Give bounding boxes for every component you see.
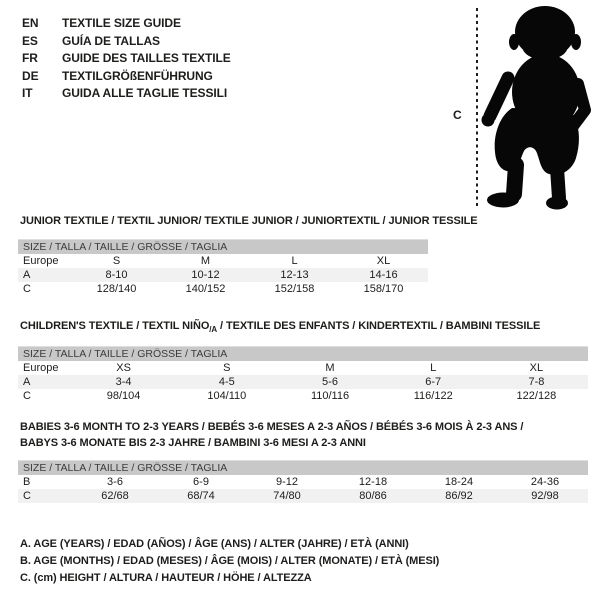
table-row	[18, 254, 428, 268]
size-cell: M	[200, 255, 211, 267]
size-cell: 158/170	[363, 283, 404, 295]
size-cell: L	[291, 255, 298, 267]
row-label: Europe	[23, 362, 59, 374]
legend	[20, 536, 439, 587]
children-table-rows	[18, 361, 588, 403]
table-row	[18, 375, 588, 389]
language-header	[22, 15, 231, 103]
row-label: C	[23, 283, 31, 295]
language-code: ES	[22, 33, 38, 48]
height-measure-figure	[440, 0, 600, 215]
size-cell: 104/110	[207, 390, 247, 402]
language-code: IT	[22, 86, 33, 100]
size-cell: 80/86	[359, 490, 387, 502]
size-cell: 98/104	[106, 390, 141, 402]
language-code: DE	[22, 68, 39, 83]
size-cell: 152/158	[274, 283, 315, 295]
size-cell: 10-12	[191, 269, 220, 281]
size-cell: 12-18	[358, 476, 388, 488]
size-cell: 3-4	[115, 376, 132, 388]
children-title-sub: /A	[209, 325, 218, 335]
row-label: B	[23, 476, 31, 488]
table-row	[18, 489, 588, 503]
junior-section-title: JUNIOR TEXTILE / TEXTIL JUNIOR/ TEXTILE JUNIOR / JUNIORTEXTIL / JUNIOR TESSILE	[20, 215, 478, 227]
language-text: TEXTILE SIZE GUIDE	[62, 16, 181, 30]
size-cell: 62/68	[101, 490, 129, 502]
size-cell: 5-6	[322, 376, 338, 388]
size-cell: 9-12	[275, 476, 299, 488]
size-cell: 122/128	[516, 390, 557, 402]
babies-title-line1: BABIES 3-6 MONTH TO 2-3 YEARS / BEBÉS 3-6 MESES A 2-3 AÑOS / BÉBÉS 3-6 MOIS À 2-3 ANS /	[20, 421, 524, 433]
size-cell: 6-7	[425, 376, 442, 388]
size-cell: 4-5	[218, 376, 235, 388]
babies-table-rows	[18, 475, 588, 503]
size-cell: XS	[116, 362, 131, 374]
table-row	[18, 389, 588, 403]
language-code: FR	[22, 51, 38, 65]
language-text: TEXTILGRÖßENFÜHRUNG	[62, 68, 213, 83]
size-cell: 92/98	[531, 490, 559, 502]
legend-line-c: C. (cm) HEIGHT / ALTURA / HAUTEUR / HÖHE / ALTEZZA	[20, 572, 312, 584]
babies-section-title	[20, 420, 523, 451]
size-header-bar: SIZE / TALLA / TAILLE / GRÖSSE / TAGLIA	[18, 460, 588, 475]
size-cell: 6-9	[193, 476, 209, 488]
size-cell: M	[325, 362, 335, 374]
size-cell: 8-10	[105, 269, 128, 281]
size-cell: XL	[376, 255, 391, 267]
size-cell: XL	[529, 362, 544, 374]
legend-line-b: B. AGE (MONTHS) / EDAD (MESES) / ÂGE (MOIS) / ALTER (MONATE) / ETÀ (MESI)	[20, 555, 440, 567]
language-text: GUÍA DE TALLAS	[62, 33, 160, 48]
table-row	[18, 361, 588, 375]
size-cell: 12-13	[280, 269, 309, 281]
size-cell: 74/80	[273, 490, 301, 502]
language-row	[22, 33, 231, 51]
baby-silhouette-shape	[482, 6, 586, 210]
children-title-post: / TEXTILE DES ENFANTS / KINDERTEXTIL / BAMBINI TESSILE	[217, 320, 541, 332]
size-cell: 110/116	[310, 390, 350, 402]
row-label: C	[23, 390, 31, 402]
table-row	[18, 475, 588, 489]
size-cell: 86/92	[445, 490, 473, 502]
row-label: A	[23, 269, 31, 281]
size-cell: 24-36	[530, 476, 560, 488]
language-row	[22, 85, 231, 103]
baby-silhouette-icon	[440, 0, 600, 215]
measure-label-c: C	[453, 108, 462, 122]
babies-size-table	[18, 460, 588, 503]
row-label: Europe	[23, 255, 59, 267]
children-title-pre: CHILDREN'S TEXTILE / TEXTIL NIÑO	[20, 320, 210, 332]
size-cell: 3-6	[107, 476, 123, 488]
junior-size-table	[18, 239, 428, 296]
size-cell: S	[223, 362, 231, 374]
language-row	[22, 68, 231, 86]
language-row	[22, 50, 231, 68]
size-cell: S	[112, 255, 121, 267]
junior-table-rows	[18, 254, 428, 296]
row-label: A	[23, 376, 31, 388]
size-header-bar: SIZE / TALLA / TAILLE / GRÖSSE / TAGLIA	[18, 239, 428, 254]
size-cell: 140/152	[185, 283, 226, 295]
size-cell: 68/74	[187, 490, 215, 502]
babies-title-line2: BABYS 3-6 MONATE BIS 2-3 JAHRE / BAMBINI 3-6 MESI A 2-3 ANNI	[20, 436, 366, 449]
size-cell: 116/122	[413, 390, 453, 402]
table-row	[18, 268, 428, 282]
size-cell: 7-8	[528, 376, 545, 388]
children-section-title	[20, 320, 540, 334]
row-label: C	[23, 490, 31, 502]
table-row	[18, 282, 428, 296]
language-text: GUIDA ALLE TAGLIE TESSILI	[62, 86, 228, 100]
language-row	[22, 15, 231, 33]
size-cell: L	[430, 362, 437, 374]
size-cell: 18-24	[444, 476, 474, 488]
language-code: EN	[22, 16, 39, 30]
language-text: GUIDE DES TAILLES TEXTILE	[62, 51, 231, 65]
size-header-bar: SIZE / TALLA / TAILLE / GRÖSSE / TAGLIA	[18, 346, 588, 361]
legend-line-a: A. AGE (YEARS) / EDAD (AÑOS) / ÂGE (ANS) / ALTER (JAHRE) / ETÀ (ANNI)	[20, 538, 409, 550]
children-size-table	[18, 346, 588, 403]
size-cell: 14-16	[369, 269, 398, 281]
size-cell: 128/140	[96, 283, 137, 295]
